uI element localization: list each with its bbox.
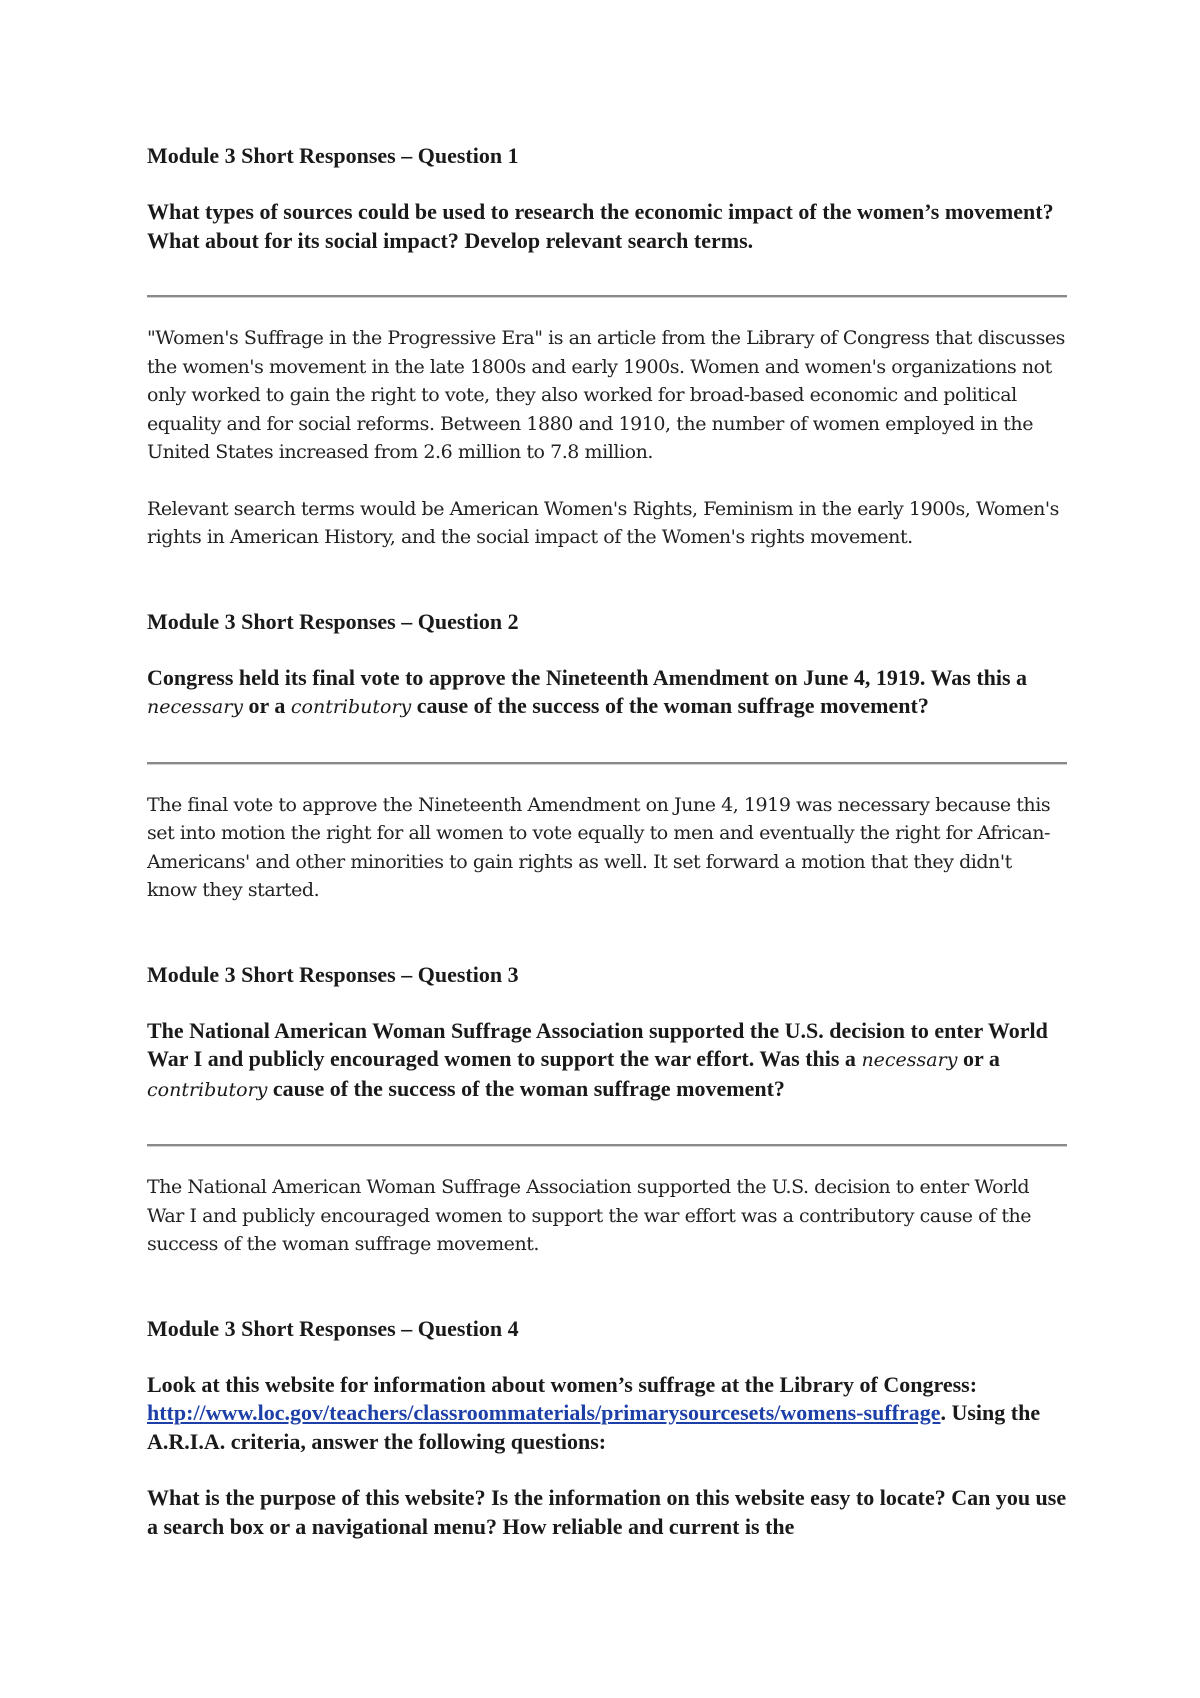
answer-q1-paragraph-2: Relevant search terms would be American Women's Rights, Feminism in the early 1900s, Women's rights in American History, and the social impact of the Women's rights movement. — [147, 497, 1059, 548]
document-page — [147, 142, 1067, 1541]
loc-womens-suffrage-link[interactable]: http://www.loc.gov/teachers/classroommaterials/primarysourcesets/womens-suffrage — [147, 1400, 941, 1425]
section-heading-q3: Module 3 Short Responses – Question 3 — [147, 961, 519, 987]
section-heading-q4: Module 3 Short Responses – Question 4 — [147, 1315, 519, 1341]
emphasis-contributory: contributory — [147, 1078, 268, 1101]
question-q3: The National American Woman Suffrage Association supported the U.S. decision to enter World War I and publicly encouraged women to support the war effort. Was this a necessary or a contributory cause of the success of the woman suffrage movement? — [147, 1017, 1048, 1101]
section-heading-q1: Module 3 Short Responses – Question 1 — [147, 143, 519, 168]
question-q4-part-2: What is the purpose of this website? Is the information on this website easy to locate? Can you use a search box or a navigational menu? How reliable and current is the — [147, 1485, 1067, 1539]
question-q2: Congress held its final vote to approve the Nineteenth Amendment on June 4, 1919. Was this a necessary or a contributory cause of the success of the woman suffrage movement? — [147, 664, 1028, 718]
answer-q2-paragraph-1: The final vote to approve the Nineteenth Amendment on June 4, 1919 was necessary because this set into motion the right for all women to vote equally to men and eventually the right for African-Americans' and other minorities to gain rights as well. It set forward a motion that they didn't know they started. — [147, 793, 1051, 901]
answer-q1-paragraph-1: "Women's Suffrage in the Progressive Era" is an article from the Library of Congress that discusses the women's movement in the late 1800s and early 1900s. Women and women's organizations not only worked to gain the right to vote, they also worked for broad-based economic and political equality and for social reforms. Between 1880 and 1910, the number of women employed in the United States increased from 2.6 million to 7.8 million. — [147, 327, 1065, 463]
section-heading-q2: Module 3 Short Responses – Question 2 — [147, 608, 519, 634]
emphasis-necessary: necessary — [861, 1049, 958, 1071]
answer-q3-paragraph-1: The National American Woman Suffrage Association supported the U.S. decision to enter World War I and publicly encouraged women to support the war effort was a contributory cause of the success of the woman suffrage movement. — [147, 1176, 1032, 1255]
question-q4: Look at this website for information about women’s suffrage at the Library of Congress: http://www.loc.gov/teachers/classroommaterials/primarysourcesets/womens-suffrage. Using the A.R.I.A. criteria, answer the following questions: — [147, 1371, 1041, 1454]
emphasis-contributory: contributory — [290, 696, 412, 718]
emphasis-necessary: necessary — [147, 696, 244, 718]
question-q1: What types of sources could be used to research the economic impact of the women’s movement? What about for its social impact? Develop relevant search terms. — [147, 199, 1054, 253]
